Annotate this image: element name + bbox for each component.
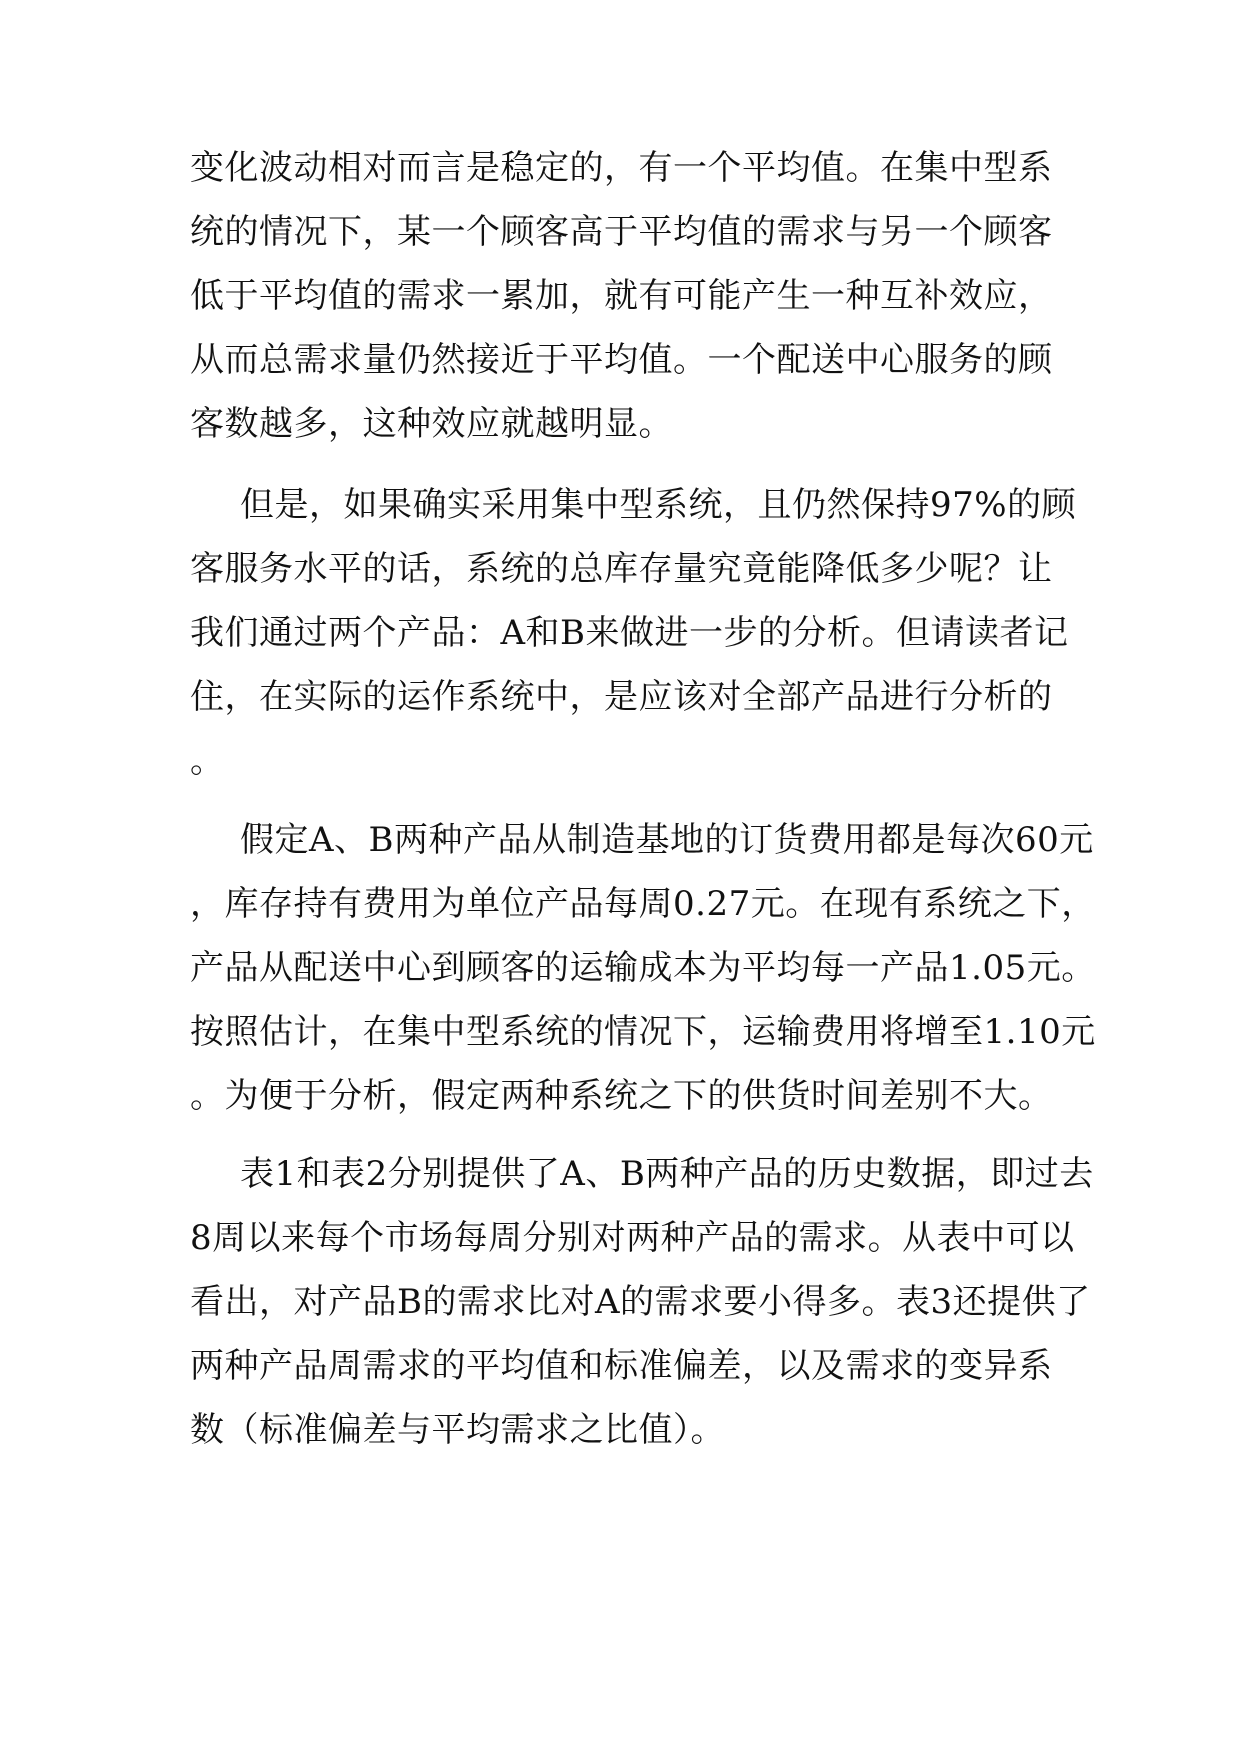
paragraph-3-line-1: 假定A、B两种产品从制造基地的订货费用都是每次60元 [240, 820, 1094, 860]
paragraph-1-line-4: 从而总需求量仍然接近于平均值。一个配送中心服务的顾 [190, 340, 1053, 380]
paragraph-4-line-1: 表1和表2分别提供了A、B两种产品的历史数据，即过去 [240, 1154, 1094, 1194]
paragraph-1-line-2: 统的情况下，某一个顾客高于平均值的需求与另一个顾客 [190, 212, 1053, 252]
paragraph-1-line-1: 变化波动相对而言是稳定的，有一个平均值。在集中型系 [190, 148, 1053, 188]
paragraph-4-line-3: 看出，对产品B的需求比对A的需求要小得多。表3还提供了 [190, 1282, 1091, 1322]
paragraph-2-line-5: 。 [190, 741, 225, 781]
paragraph-2-line-3: 我们通过两个产品：A和B来做进一步的分析。但请读者记 [190, 613, 1069, 653]
paragraph-2-line-2: 客服务水平的话，系统的总库存量究竟能降低多少呢？让 [190, 549, 1053, 589]
paragraph-3-line-5: 。为便于分析，假定两种系统之下的供货时间差别不大。 [190, 1076, 1053, 1116]
paragraph-3-line-3: 产品从配送中心到顾客的运输成本为平均每一产品1.05元。 [190, 948, 1096, 988]
paragraph-3-line-2: ，库存持有费用为单位产品每周0.27元。在现有系统之下， [190, 884, 1096, 924]
paragraph-1-line-3: 低于平均值的需求一累加，就有可能产生一种互补效应， [190, 276, 1053, 316]
paragraph-2-line-4: 住，在实际的运作系统中，是应该对全部产品进行分析的 [190, 677, 1053, 717]
paragraph-4-line-4: 两种产品周需求的平均值和标准偏差，以及需求的变异系 [190, 1346, 1053, 1386]
paragraph-4-line-5: 数（标准偏差与平均需求之比值）。 [190, 1410, 725, 1450]
paragraph-2-line-1: 但是，如果确实采用集中型系统，且仍然保持97%的顾 [240, 485, 1077, 525]
paragraph-4-line-2: 8周以来每个市场每周分别对两种产品的需求。从表中可以 [190, 1218, 1075, 1258]
paragraph-1-line-5: 客数越多，这种效应就越明显。 [190, 404, 673, 444]
paragraph-3-line-4: 按照估计，在集中型系统的情况下，运输费用将增至1.10元 [190, 1012, 1096, 1052]
